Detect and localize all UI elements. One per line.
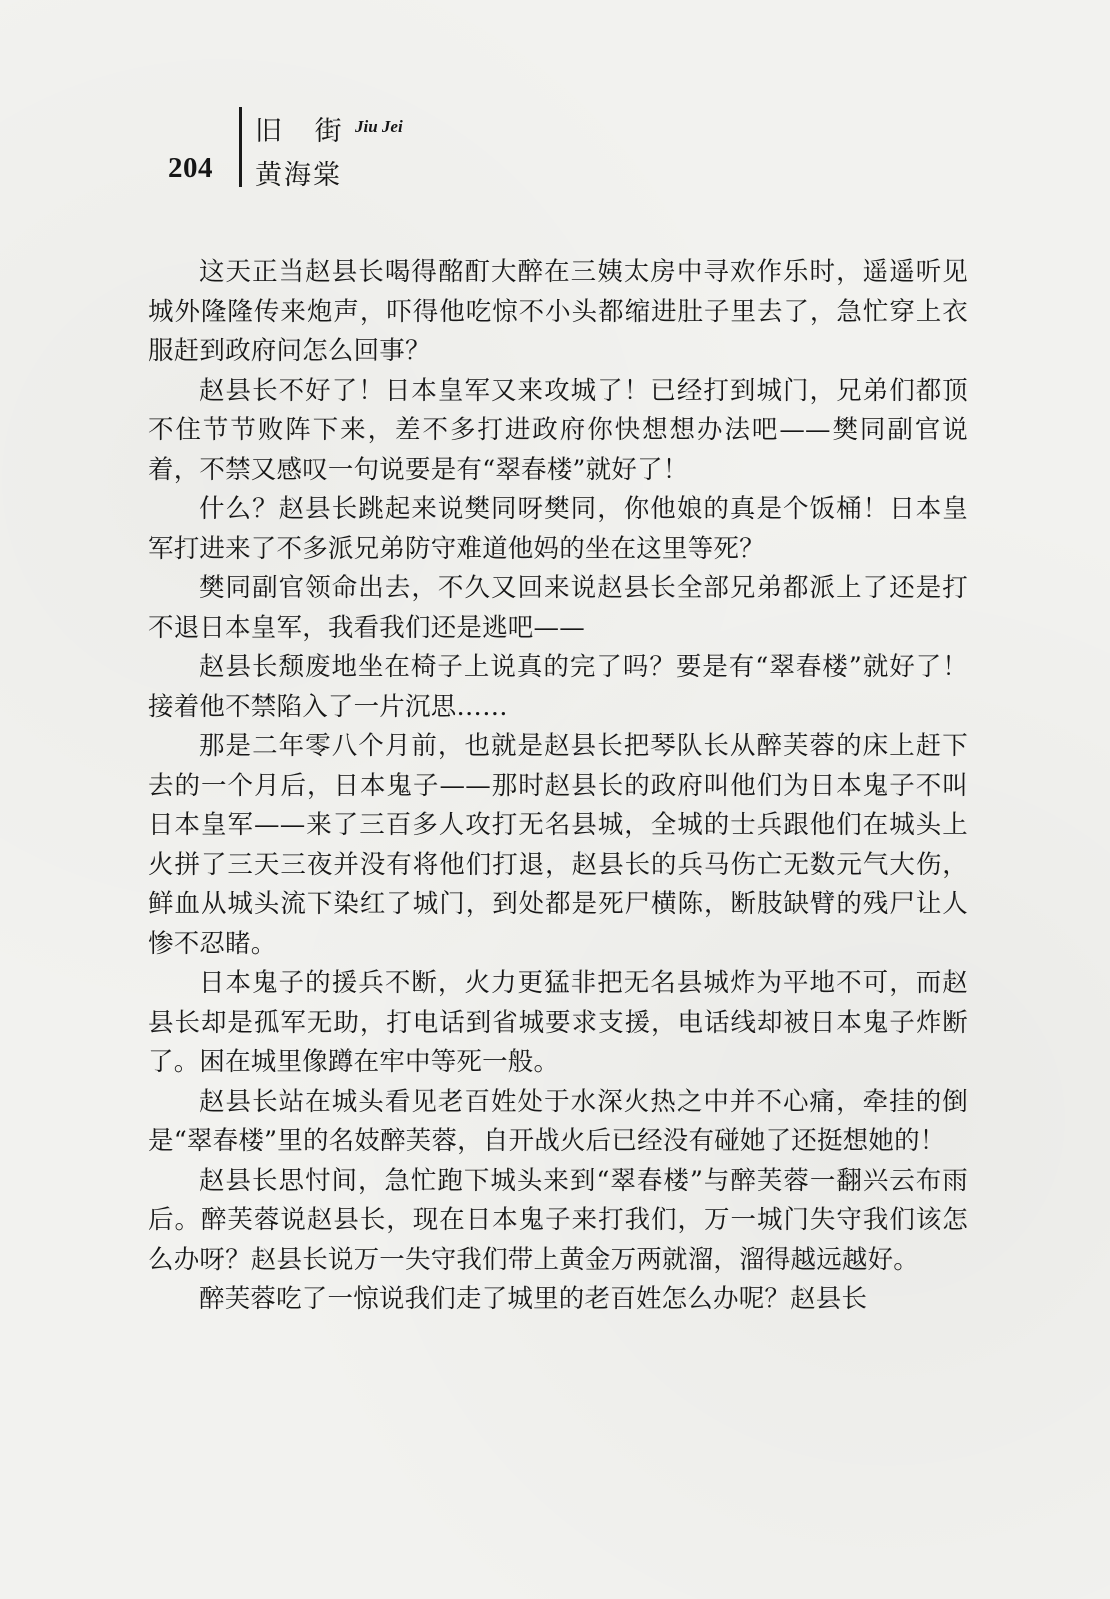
paragraph: 日本鬼子的援兵不断，火力更猛非把无名县城炸为平地不可，而赵县长却是孤军无助，打电话到省城要求支援，电话线却被日本鬼子炸断了。困在城里像蹲在牢中等死一般。 bbox=[148, 968, 968, 1077]
paragraph: 赵县长颓废地坐在椅子上说真的完了吗？要是有“翠春楼”就好了！接着他不禁陷入了一片沉思…… bbox=[148, 652, 968, 722]
paragraph: 那是二年零八个月前，也就是赵县长把琴队长从醉芙蓉的床上赶下去的一个月后，日本鬼子——那时赵县长的政府叫他们为日本鬼子不叫日本皇军——来了三百多人攻打无名县城，全城的士兵跟他们在城头上火拼了三天三夜并没有将他们打退，赵县长的兵马伤亡无数元气大伤，鲜血从城头流下染红了城门，到处都是死尸横陈，断肢缺臂的残尸让人惨不忍睹。 bbox=[148, 731, 968, 959]
paragraph: 这天正当赵县长喝得酩酊大醉在三姨太房中寻欢作乐时，遥遥听见城外隆隆传来炮声，吓得他吃惊不小头都缩进肚子里去了，急忙穿上衣服赶到政府问怎么回事？ bbox=[148, 257, 968, 366]
paragraph: 醉芙蓉吃了一惊说我们走了城里的老百姓怎么办呢？赵县长 bbox=[199, 1284, 868, 1314]
book-title-pinyin: Jiu Jei bbox=[355, 117, 403, 136]
paragraph: 赵县长不好了！日本皇军又来攻城了！已经打到城门，兄弟们都顶不住节节败阵下来，差不多打进政府你快想想办法吧——樊同副官说着，不禁又感叹一句说要是有“翠春楼”就好了！ bbox=[148, 375, 968, 485]
paragraph: 赵县长思忖间，急忙跑下城头来到“翠春楼”与醉芙蓉一翻兴云布雨后。醉芙蓉说赵县长，现在日本鬼子来打我们，万一城门失守我们该怎么办呀？赵县长说万一失守我们带上黄金万两就溜，溜得越远越好。 bbox=[148, 1165, 968, 1275]
page-number: 204 bbox=[168, 152, 213, 184]
paragraph: 赵县长站在城头看见老百姓处于水深火热之中并不心痛，牵挂的倒是“翠春楼”里的名妓醉芙蓉，自开战火后已经没有碰她了还挺想她的！ bbox=[148, 1086, 968, 1156]
body-text bbox=[148, 253, 968, 1320]
running-header bbox=[160, 105, 560, 195]
paragraph: 樊同副官领命出去，不久又回来说赵县长全部兄弟都派上了还是打不退日本皇军，我看我们还是逃吧—— bbox=[148, 573, 968, 643]
paragraph: 什么？赵县长跳起来说樊同呀樊同，你他娘的真是个饭桶！日本皇军打进来了不多派兄弟防守难道他妈的坐在这里等死？ bbox=[148, 494, 968, 564]
story-title: 黄海棠 bbox=[255, 160, 342, 191]
header-divider bbox=[239, 107, 242, 187]
book-title: 旧 街 bbox=[255, 116, 354, 147]
